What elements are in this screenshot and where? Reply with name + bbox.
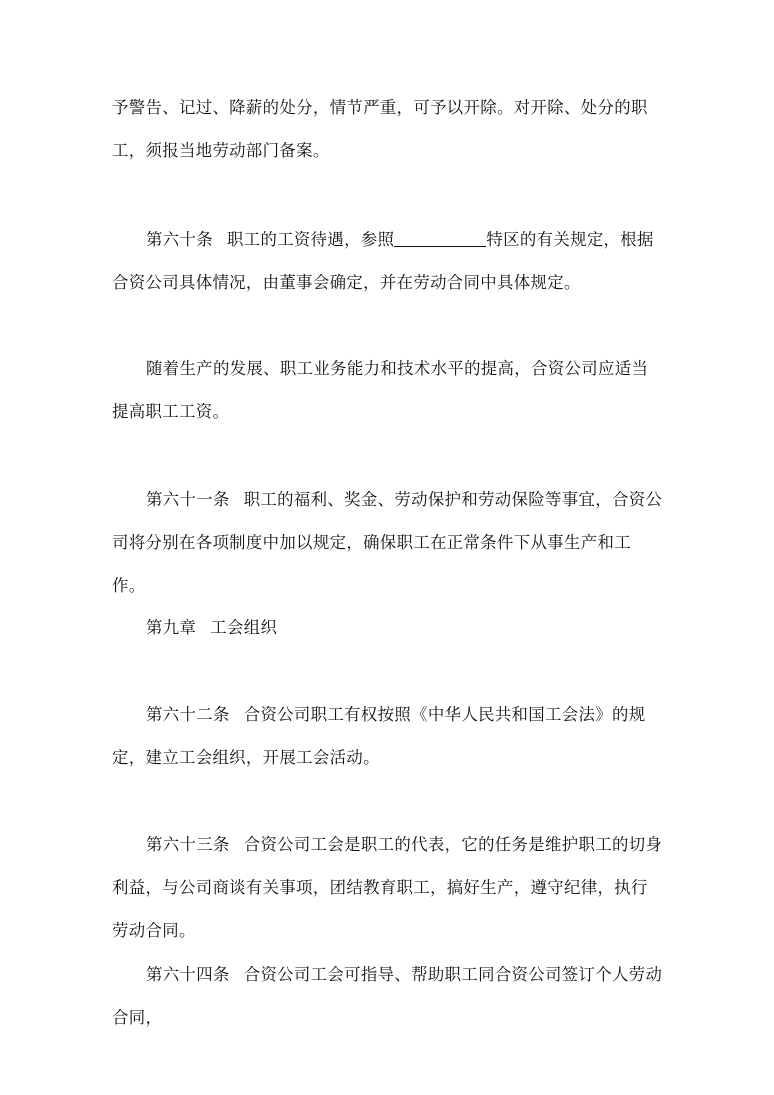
paragraph-text-after-blank: 特区的有关规定，根据合资公司具体情况，由董事会确定，并在劳动合同中具体规定。	[112, 230, 654, 292]
paragraph-article-64	[112, 953, 664, 1039]
paragraph-text-before-blank: 职工的工资待遇，参照	[226, 230, 395, 249]
paragraph-article-63	[112, 823, 664, 952]
paragraph-article-62	[112, 693, 664, 779]
article-label: 第六十一条	[146, 490, 230, 509]
paragraph-text: 合资公司工会可指导、帮助职工同合资公司签订个人劳动合同，	[112, 965, 663, 1027]
chapter-label: 第九章	[146, 618, 197, 637]
paragraph-article-60	[112, 218, 664, 304]
paragraph-wage-increase	[112, 347, 664, 433]
paragraph-text: 随着生产的发展、职工业务能力和技术水平的提高，合资公司应适当提高职工工资。	[112, 359, 649, 421]
paragraph-article-61	[112, 478, 664, 607]
article-label: 第六十三条	[146, 835, 230, 854]
paragraph-text: 职工的福利、奖金、劳动保护和劳动保险等事宜，合资公司将分别在各项制度中加以规定，确保职工在正常条件下从事生产和工作。	[112, 490, 663, 595]
article-label: 第六十条	[146, 230, 213, 249]
chapter-heading	[112, 606, 664, 649]
article-label: 第六十四条	[146, 965, 230, 984]
article-label: 第六十二条	[146, 705, 230, 724]
paragraph-disciplinary-continuation	[112, 86, 664, 172]
chapter-title: 工会组织	[210, 618, 278, 637]
fill-in-blank	[394, 230, 486, 247]
paragraph-text: 予警告、记过、降薪的处分，情节严重，可予以开除。对开除、处分的职工，须报当地劳动部门备案。	[112, 98, 648, 160]
paragraph-text: 合资公司工会是职工的代表，它的任务是维护职工的切身利益，与公司商谈有关事项，团结教育职工，搞好生产，遵守纪律，执行劳动合同。	[112, 835, 663, 940]
paragraph-text: 合资公司职工有权按照《中华人民共和国工会法》的规定，建立工会组织，开展工会活动。	[112, 705, 646, 767]
